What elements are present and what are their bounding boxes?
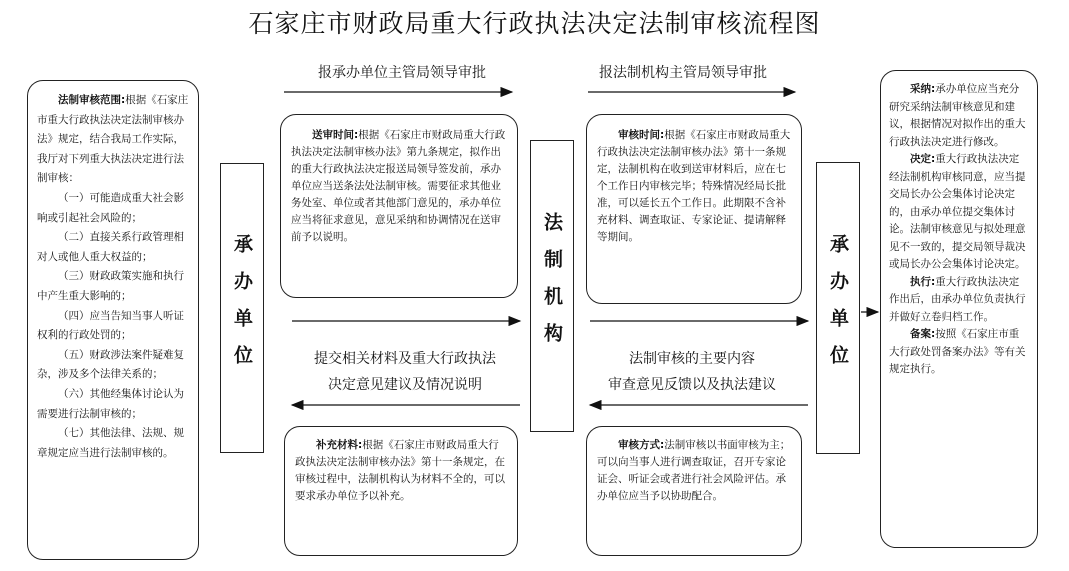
submit-time-text: 根据《石家庄市财政局重大行政执法决定法制审核办法》第九条规定，拟作出的重大行政执法决定报送局领导签发前，承办单位应当送条法处法制审核。需要征求其他业务处室、单位或者其他部门意见的，承办单位应当将征求意见，意见采纳和协调情况在送审前予以说明。 <box>291 129 506 243</box>
flow-mid-right-line2: 审查意见反馈以及执法建议 <box>608 377 776 393</box>
flow-top-left: 报承办单位主管局领导审批 <box>318 65 486 81</box>
submit-time-label: 送审时间: <box>312 129 359 141</box>
scope-item-7: （七）其他法律、法规、规章规定应当进行法制审核的。 <box>37 427 184 459</box>
scope-item-4: （四）应当告知当事人听证权利的行政处罚的； <box>37 309 184 342</box>
supplement-label: 补充材料: <box>316 439 363 451</box>
scope-item-2: （二）直接关系行政管理相对人或他人重大权益的； <box>37 231 184 263</box>
submit-time-box <box>280 114 518 298</box>
left-unit-label: 承办单位 <box>231 234 253 382</box>
execute-label: 执行: <box>910 275 936 288</box>
flow-mid-left <box>282 346 528 398</box>
scope-label: 法制审核范围: <box>58 94 126 106</box>
review-time-text: 根据《石家庄市财政局重大行政执法决定法制审核办法》第十一条规定，法制机构在收到送审材料后，应在七个工作日内审核完毕；特殊情况经局长批准，可以延长五个工作日。此期限不含补充材料、调查取证、专家论证、提请解释等期间。 <box>597 129 791 243</box>
record-text: 按照《石家庄市重大行政处罚备案办法》等有关规定执行。 <box>889 328 1026 375</box>
review-time-label: 审核时间: <box>618 129 665 141</box>
right-unit-label: 承办单位 <box>827 234 849 382</box>
scope-box <box>27 80 199 560</box>
scope-intro: 根据《石家庄市重大行政执法决定法制审核办法》规定，结合我局工作实际，我厅对下列重大执法决定进行法制审核： <box>37 94 189 185</box>
supplement-text: 根据《石家庄市财政局重大行政执法决定法制审核办法》第十一条规定，在审核过程中，法制机构认为材料不全的，可以要求承办单位予以补充。 <box>295 439 505 502</box>
review-method-box <box>586 426 802 556</box>
result-box <box>880 70 1038 548</box>
scope-item-3: （三）财政政策实施和执行中产生重大影响的； <box>37 270 184 302</box>
scope-item-1: （一）可能造成重大社会影响或引起社会风险的； <box>37 191 184 224</box>
adopt-text: 承办单位应当充分研究采纳法制审核意见和建议，根据情况对拟作出的重大行政执法决定进行修改。 <box>889 83 1026 148</box>
left-unit-column <box>220 163 264 453</box>
supplement-box <box>284 426 518 556</box>
flow-top-right: 报法制机构主管局领导审批 <box>599 65 767 81</box>
flow-mid-right <box>582 346 802 398</box>
center-column <box>530 140 574 432</box>
flow-mid-right-line1: 法制审核的主要内容 <box>629 351 755 367</box>
execute-text: 重大行政执法决定作出后，由承办单位负责执行并做好立卷归档工作。 <box>889 275 1026 323</box>
page-title: 石家庄市财政局重大行政执法决定法制审核流程图 <box>248 9 821 38</box>
review-method-label: 审核方式: <box>618 439 665 451</box>
right-unit-column <box>816 162 860 454</box>
adopt-label: 采纳: <box>910 83 936 95</box>
review-time-box <box>586 114 802 304</box>
review-method-text: 法制审核以书面审核为主；可以向当事人进行调查取证，召开专家论证会、听证会或者进行社会风险评估。承办单位应当予以协助配合。 <box>597 439 791 502</box>
flow-mid-left-line2: 决定意见建议及情况说明 <box>328 377 482 393</box>
scope-item-5: （五）财政涉法案件疑难复杂，涉及多个法律关系的； <box>37 348 184 381</box>
record-label: 备案: <box>910 328 936 340</box>
scope-item-6: （六）其他经集体讨论认为需要进行法制审核的； <box>37 387 184 420</box>
center-label: 法制机构 <box>541 212 563 360</box>
decide-label: 决定: <box>910 153 936 165</box>
flow-mid-left-line1: 提交相关材料及重大行政执法 <box>314 351 496 367</box>
decide-text: 重大行政执法决定经法制机构审核同意，应当提交局长办公会集体讨论决定的，由承办单位提交集体讨论。法制审核意见与拟处理意见不一致的，提交局领导裁决或局长办公会集体讨论决定。 <box>889 153 1026 270</box>
